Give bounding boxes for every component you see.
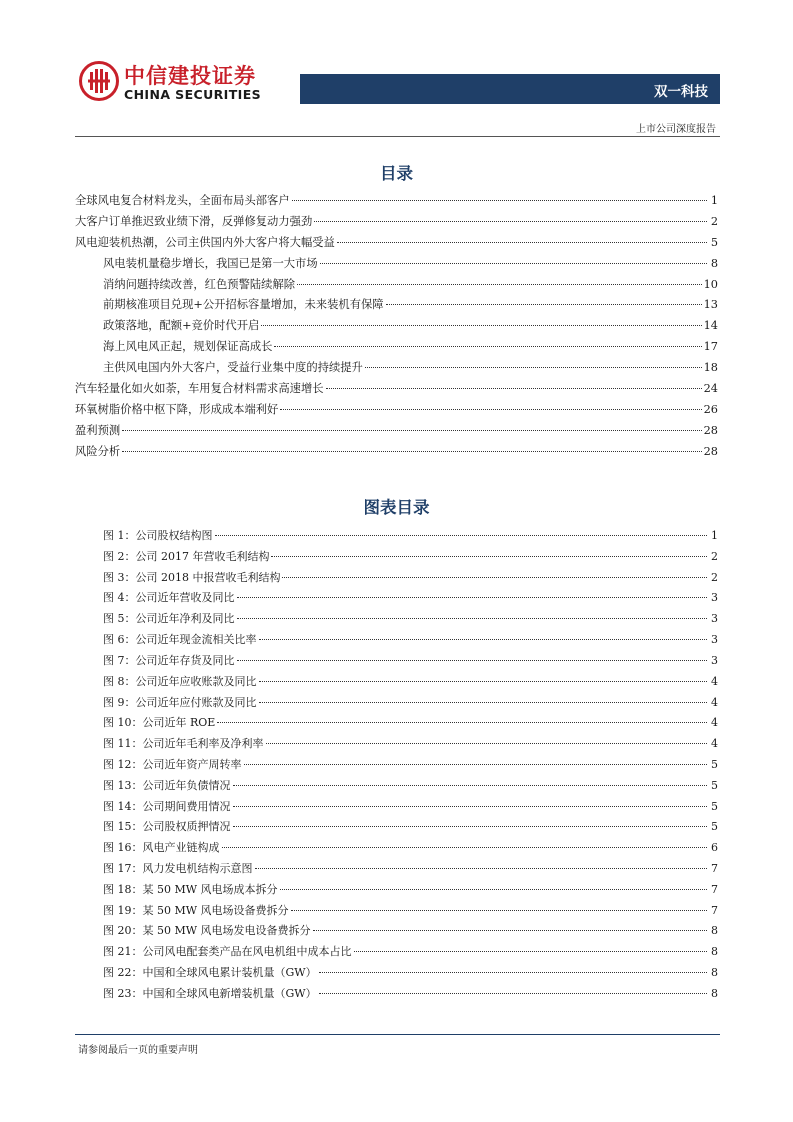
- dot-leader: [122, 429, 701, 431]
- figure-entry-text: 图 16：风电产业链构成: [103, 841, 220, 855]
- toc-entry-page-number: 1: [710, 194, 718, 207]
- toc-entry-text: 消纳问题持续改善，红色预警陆续解除: [103, 277, 296, 291]
- header-divider: [75, 136, 720, 137]
- toc-entry[interactable]: [75, 254, 718, 275]
- dot-leader: [291, 909, 707, 911]
- toc-entry[interactable]: [75, 316, 718, 337]
- figure-list-title: 图表目录: [363, 498, 430, 517]
- dot-leader: [280, 888, 707, 890]
- toc-entry-text: 大客户订单推迟致业绩下滑，反弹修复动力强劲: [75, 214, 313, 228]
- figure-entry[interactable]: [75, 547, 718, 568]
- figure-entry-page-number: 4: [711, 737, 718, 751]
- figure-entry-page-number: 2: [711, 570, 718, 584]
- toc-entry[interactable]: [75, 233, 718, 254]
- figure-entry-text: 图 12：公司近年资产周转率: [103, 757, 242, 771]
- figure-entry-page-number: 4: [711, 695, 718, 709]
- toc-entry-text: 政策落地，配额+竞价时代开启: [103, 319, 260, 333]
- toc-entry-page-number: 18: [703, 361, 718, 375]
- figure-entry[interactable]: [75, 942, 718, 963]
- figure-entry-text: 图 3：公司 2018 中报营收毛利结构: [103, 570, 281, 584]
- toc-entry-page-number: 2: [710, 214, 718, 228]
- toc-entry-page-number: 5: [710, 235, 718, 249]
- toc-entry[interactable]: [75, 212, 718, 233]
- toc-entry-text: 盈利预测: [75, 423, 121, 437]
- dot-leader: [274, 345, 701, 347]
- figure-entry-text: 图 11：公司近年毛利率及净利率: [103, 737, 264, 751]
- dot-leader: [319, 971, 707, 973]
- figure-entry-page-number: 4: [711, 716, 718, 730]
- toc-entry-text: 风电装机量稳步增长，我国已是第一大市场: [103, 256, 318, 270]
- figure-entry-text: 图 13：公司近年负债情况: [103, 778, 231, 792]
- figure-entry-page-number: 7: [711, 862, 718, 875]
- figure-entry-text: 图 6：公司近年现金流相关比率: [103, 633, 257, 647]
- figure-entry-page-number: 5: [711, 778, 718, 792]
- dot-leader: [233, 825, 708, 827]
- figure-entry-text: 图 23：中国和全球风电新增装机量（GW）: [103, 986, 317, 1000]
- toc-entry-page-number: 28: [703, 444, 718, 458]
- toc-entry[interactable]: [75, 379, 718, 400]
- figure-entry-page-number: 7: [711, 903, 718, 917]
- company-banner: [300, 74, 720, 104]
- dot-leader: [259, 701, 708, 703]
- dot-leader: [259, 638, 708, 640]
- dot-leader: [237, 617, 708, 619]
- dot-leader: [237, 659, 708, 661]
- figure-entry-page-number: 3: [711, 633, 718, 647]
- toc-entry[interactable]: [75, 358, 718, 379]
- figure-entry[interactable]: [75, 630, 718, 651]
- toc-title: 目录: [380, 164, 413, 183]
- dot-leader: [326, 387, 702, 389]
- figure-entry-text: 图 21：公司风电配套类产品在风电机组中成本占比: [103, 945, 352, 959]
- dot-leader: [292, 199, 707, 201]
- toc-entry-text: 前期核准项目兑现+公开招标容量增加，未来装机有保障: [103, 298, 384, 312]
- dot-leader: [244, 763, 708, 765]
- figure-entry[interactable]: [75, 672, 718, 693]
- dot-leader: [314, 220, 707, 222]
- dot-leader: [320, 262, 707, 264]
- dot-leader: [354, 950, 708, 952]
- figure-entry-text: 图 1：公司股权结构图: [103, 529, 213, 542]
- figure-entry[interactable]: [75, 859, 718, 880]
- dot-leader: [297, 283, 702, 285]
- china-securities-logo-icon: [79, 61, 119, 101]
- figure-list: [75, 526, 718, 1005]
- toc-entry-page-number: 26: [703, 402, 718, 416]
- logo-chinese-name: 中信建投证券: [124, 64, 256, 88]
- figure-entry[interactable]: [75, 755, 718, 776]
- toc-entry[interactable]: [75, 295, 718, 316]
- figure-entry-page-number: 5: [711, 820, 718, 834]
- toc-entry-page-number: 13: [703, 298, 718, 312]
- toc-entry[interactable]: [75, 442, 718, 463]
- toc-list: [75, 191, 718, 463]
- figure-entry[interactable]: [75, 609, 718, 630]
- figure-entry[interactable]: [75, 901, 718, 922]
- toc-entry-text: 汽车轻量化如火如荼，车用复合材料需求高速增长: [75, 382, 324, 396]
- figure-entry-text: 图 22：中国和全球风电累计装机量（GW）: [103, 966, 317, 980]
- figure-entry-text: 图 17：风力发电机结构示意图: [103, 862, 253, 875]
- dot-leader: [217, 721, 707, 723]
- toc-entry-page-number: 10: [703, 277, 718, 291]
- figure-entry[interactable]: [75, 776, 718, 797]
- figure-entry[interactable]: [75, 963, 718, 984]
- figure-entry-page-number: 3: [711, 653, 718, 667]
- toc-entry-text: 海上风电风正起，规划保证高成长: [103, 340, 273, 354]
- dot-leader: [266, 742, 708, 744]
- toc-entry[interactable]: [75, 275, 718, 296]
- figure-entry-page-number: 8: [711, 945, 718, 959]
- dot-leader: [237, 596, 708, 598]
- toc-entry-page-number: 8: [710, 256, 718, 270]
- figure-entry-page-number: 5: [711, 799, 718, 813]
- figure-entry-text: 图 5：公司近年净利及同比: [103, 612, 235, 626]
- dot-leader: [282, 576, 707, 578]
- figure-entry-page-number: 1: [711, 529, 718, 542]
- figure-entry[interactable]: [75, 693, 718, 714]
- company-name: 双一科技: [654, 84, 708, 100]
- dot-leader: [215, 534, 708, 536]
- figure-entry[interactable]: [75, 921, 718, 942]
- figure-entry[interactable]: [75, 588, 718, 609]
- figure-entry-page-number: 2: [711, 549, 718, 563]
- figure-entry-text: 图 7：公司近年存货及同比: [103, 653, 235, 667]
- figure-entry-text: 图 9：公司近年应付账款及同比: [103, 695, 257, 709]
- figure-entry-page-number: 5: [711, 757, 718, 771]
- toc-entry-text: 全球风电复合材料龙头，全面布局头部客户: [75, 194, 290, 207]
- figure-entry-text: 图 4：公司近年营收及同比: [103, 591, 235, 605]
- figure-entry-page-number: 4: [711, 674, 718, 688]
- figure-entry[interactable]: [75, 526, 718, 547]
- figure-entry[interactable]: [75, 651, 718, 672]
- dot-leader: [122, 450, 701, 452]
- dot-leader: [271, 555, 707, 557]
- toc-entry-page-number: 14: [703, 319, 718, 333]
- figure-entry-page-number: 8: [711, 986, 718, 1000]
- toc-entry-page-number: 17: [703, 340, 718, 354]
- toc-entry-text: 风电迎装机热潮，公司主供国内外大客户将大幅受益: [75, 235, 335, 249]
- figure-entry-text: 图 8：公司近年应收账款及同比: [103, 674, 257, 688]
- dot-leader: [337, 241, 707, 243]
- toc-entry[interactable]: [75, 337, 718, 358]
- figure-entry[interactable]: [75, 880, 718, 901]
- toc-entry[interactable]: [75, 421, 718, 442]
- toc-entry[interactable]: [75, 400, 718, 421]
- dot-leader: [259, 680, 708, 682]
- footer-divider: [75, 1034, 720, 1035]
- figure-entry-text: 图 15：公司股权质押情况: [103, 820, 231, 834]
- footer-disclaimer: 请参阅最后一页的重要声明: [78, 1045, 198, 1056]
- dot-leader: [233, 784, 708, 786]
- figure-entry[interactable]: [75, 817, 718, 838]
- dot-leader: [386, 303, 702, 305]
- figure-entry[interactable]: [75, 838, 718, 859]
- dot-leader: [319, 992, 707, 994]
- toc-entry-text: 环氧树脂价格中枢下降，形成成本端利好: [75, 402, 279, 416]
- dot-leader: [261, 324, 701, 326]
- dot-leader: [280, 408, 701, 410]
- figure-entry-page-number: 3: [711, 612, 718, 626]
- figure-entry-page-number: 6: [711, 841, 718, 855]
- toc-entry-text: 主供风电国内外大客户，受益行业集中度的持续提升: [103, 361, 363, 375]
- logo-english-name: CHINA SECURITIES: [124, 87, 262, 102]
- figure-entry-page-number: 7: [711, 882, 718, 896]
- toc-entry-page-number: 24: [703, 382, 718, 396]
- figure-entry-text: 图 14：公司期间费用情况: [103, 799, 231, 813]
- figure-entry-page-number: 3: [711, 591, 718, 605]
- figure-entry-page-number: 8: [711, 924, 718, 938]
- figure-entry-page-number: 8: [711, 966, 718, 980]
- dot-leader: [365, 366, 702, 368]
- toc-entry-page-number: 28: [703, 423, 718, 437]
- figure-entry[interactable]: [75, 797, 718, 818]
- report-type: 上市公司深度报告: [636, 124, 716, 135]
- dot-leader: [233, 805, 708, 807]
- figure-entry-text: 图 2：公司 2017 年营收毛利结构: [103, 549, 270, 563]
- toc-entry[interactable]: [75, 191, 718, 212]
- figure-entry-text: 图 20：某 50 MW 风电场发电设备费拆分: [103, 924, 311, 938]
- figure-entry-text: 图 18：某 50 MW 风电场成本拆分: [103, 882, 278, 896]
- figure-entry[interactable]: [75, 568, 718, 589]
- dot-leader: [255, 867, 708, 869]
- figure-entry[interactable]: [75, 713, 718, 734]
- figure-entry[interactable]: [75, 984, 718, 1005]
- dot-leader: [222, 846, 708, 848]
- figure-entry-text: 图 19：某 50 MW 风电场设备费拆分: [103, 903, 289, 917]
- figure-entry-text: 图 10：公司近年 ROE: [103, 716, 216, 730]
- figure-entry[interactable]: [75, 734, 718, 755]
- dot-leader: [313, 929, 707, 931]
- page-header: [0, 0, 793, 140]
- toc-entry-text: 风险分析: [75, 444, 121, 458]
